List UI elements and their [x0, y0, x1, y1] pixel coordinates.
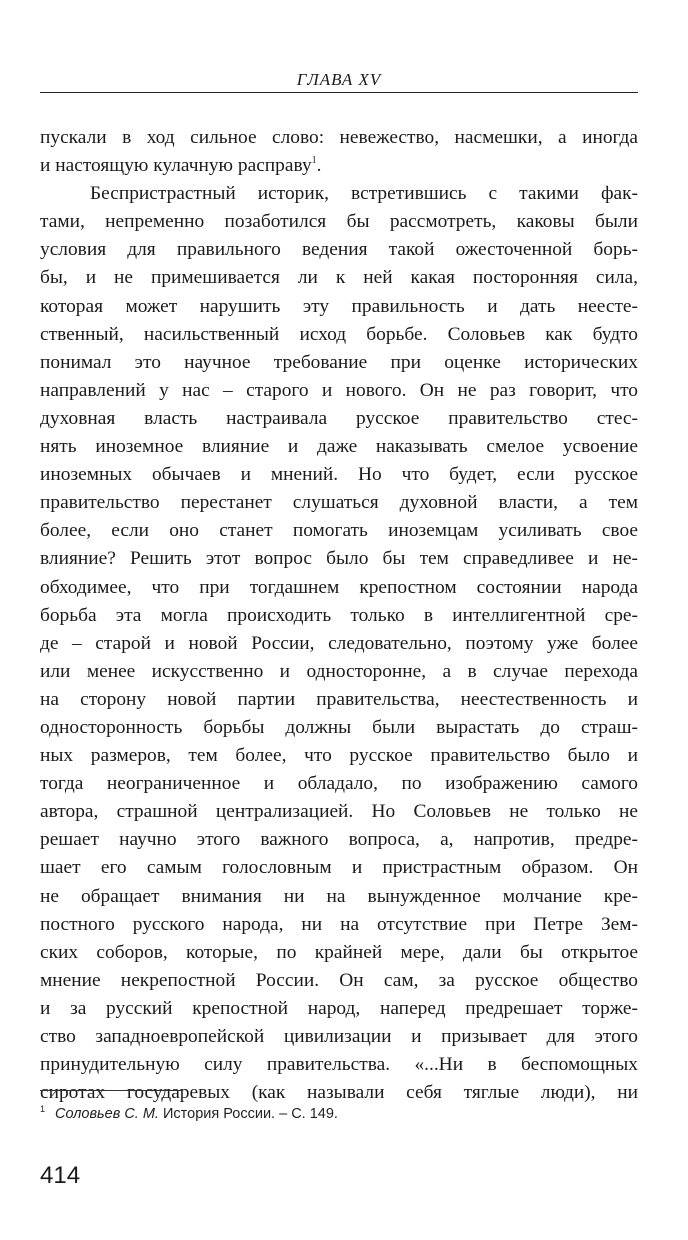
footnote-reference[interactable]: 1 [311, 155, 317, 167]
text-line: ных размеров, тем более, что русское правительство было и [40, 745, 638, 767]
text-line: Беспристрастный историк, встретившись с такими фак- [90, 183, 638, 205]
text-line: автора, страшной централизацией. Но Соловьев не только не [40, 801, 638, 823]
text-line-content: и настоящую кулачную расправу [40, 155, 312, 177]
text-line: борьба эта могла происходить только в интеллигентной сре- [40, 604, 638, 626]
text-line: ство западноевропейской цивилизации и призывает для этого [40, 1026, 638, 1047]
text-line: де – старой и новой России, следовательно, поэтому уже более [40, 632, 638, 654]
text-line: иноземных обычаев и мнений. Но что будет, если русское [40, 464, 638, 486]
text-line: и за русский крепостной народ, наперед предрешает торже- [40, 997, 638, 1019]
text-line: односторонность борьбы должны были вырастать до страш- [40, 716, 638, 738]
text-line [40, 152, 638, 180]
text-line: мнение некрепостной России. Он сам, за русское общество [40, 969, 638, 991]
text-line: сиротах государевых (как называли себя тяглые люди), ни [40, 1082, 638, 1104]
text-line: решает научно этого важного вопроса, а, напротив, предре- [40, 829, 638, 851]
text-line: правительство перестанет слушаться духовной власти, а тем [40, 492, 638, 514]
text-line: тогда неограниченное и обладало, по изображению самого [40, 773, 638, 795]
text-line: постного русского народа, ни на отсутствие при Петре Зем- [40, 913, 638, 935]
text-line: тами, непременно позаботился бы рассмотреть, каковы были [40, 211, 638, 233]
text-line: на сторону новой партии правительства, неестественность и [40, 688, 638, 710]
text-line: более, если оно станет помогать иноземцам усиливать свое [40, 520, 638, 542]
text-line: условия для правильного ведения такой ожесточенной борь- [40, 239, 638, 261]
text-line: понимал это научное требование при оценке исторических [40, 351, 638, 373]
text-line: влияние? Решить этот вопрос было бы тем справедливее и не- [40, 548, 638, 570]
footnote-marker: 1 [40, 1104, 46, 1114]
text-line: ских соборов, которые, по крайней мере, дали бы открытое [40, 941, 638, 963]
text-line: обходимее, что при тогдашнем крепостном состоянии народа [40, 576, 638, 598]
footnote-author: Соловьев С. М. [55, 1106, 159, 1122]
text-line: не обращает внимания ни на вынужденное молчание кре- [40, 885, 638, 907]
text-line: духовная власть настраивала русское правительство стес- [40, 407, 638, 429]
page-number: 414 [40, 1162, 81, 1189]
footnote-rule [40, 1090, 182, 1091]
footnote [40, 1100, 638, 1123]
running-head: ГЛАВА XV [296, 70, 382, 89]
text-line: направлений у нас – старого и нового. Он не раз говорит, что [40, 379, 638, 401]
main-text [40, 124, 638, 1107]
text-line: или менее искусственно и односторонне, а в случае перехода [40, 660, 638, 682]
text-line: которая может нарушить эту правильность и дать неесте- [40, 295, 638, 317]
text-line: пускали в ход сильное слово: невежество, насмешки, а иногда [40, 127, 638, 148]
footnote-text: История России. – С. 149. [163, 1106, 338, 1122]
text-line: принудительную силу правительства. «...Ни в беспомощных [40, 1054, 638, 1076]
text-line: бы, и не примешивается ли к ней какая посторонняя сила, [40, 267, 638, 289]
text-line-end: . [316, 155, 322, 177]
text-line: шает его самым голословным и пристрастным образом. Он [40, 857, 638, 879]
text-line: нять иноземное влияние и даже наказывать смелое усвоение [40, 436, 638, 458]
text-line: ственный, насильственный исход борьбе. Соловьев как будто [40, 323, 638, 345]
header-rule [40, 92, 638, 93]
